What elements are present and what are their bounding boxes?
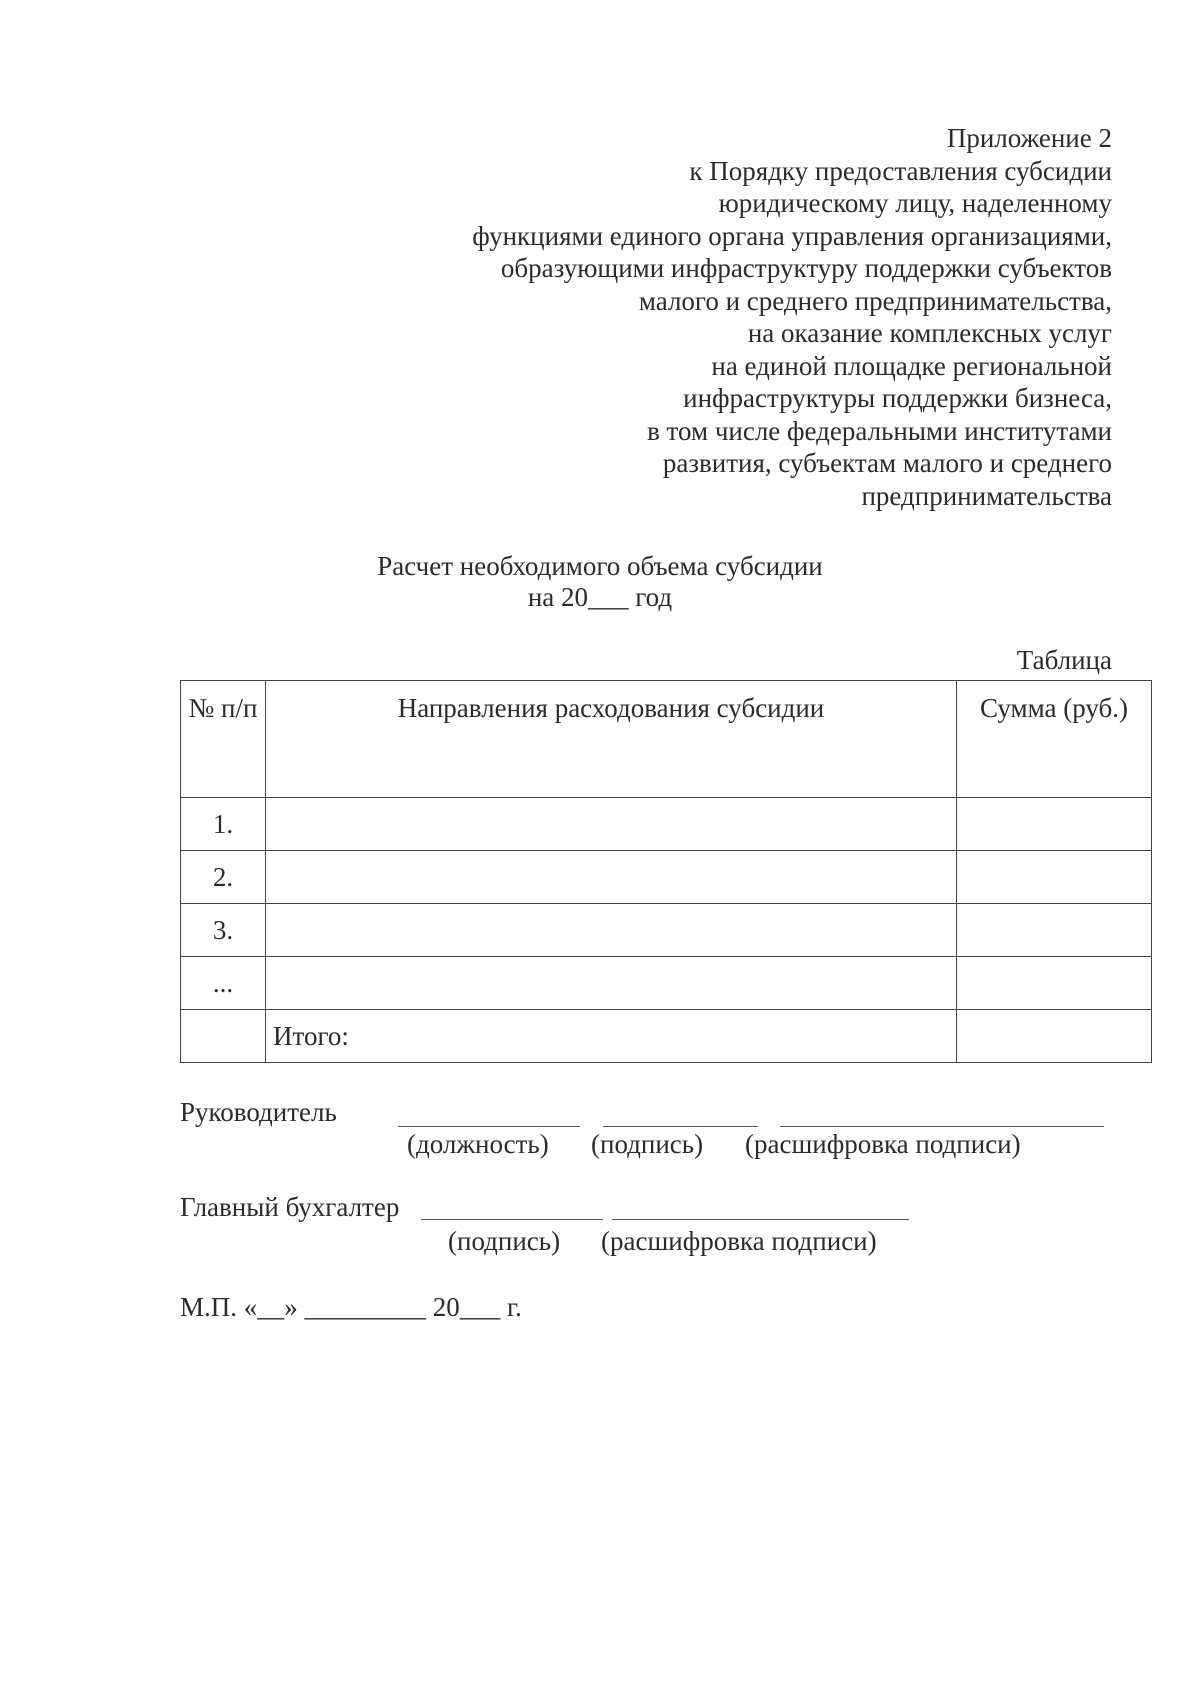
table-row bbox=[181, 904, 1152, 957]
director-position-line[interactable] bbox=[398, 1126, 580, 1127]
accountant-label: Главный бухгалтер bbox=[180, 1192, 400, 1222]
header-sum: Сумма (руб.) bbox=[957, 681, 1152, 798]
accountant-signature-line[interactable] bbox=[421, 1219, 603, 1220]
appendix-line: в том числе федеральными институтами bbox=[647, 415, 1112, 446]
header-number: № п/п bbox=[181, 681, 266, 798]
title-line-2: на 20___ год bbox=[527, 582, 673, 612]
row-direction-cell[interactable] bbox=[266, 904, 957, 957]
table-row bbox=[181, 957, 1152, 1010]
header-direction: Направления расходования субсидии bbox=[266, 681, 957, 798]
row-direction-cell[interactable] bbox=[266, 957, 957, 1010]
total-number-cell bbox=[181, 1010, 266, 1063]
row-sum-cell[interactable] bbox=[957, 798, 1152, 851]
table-header-row bbox=[181, 681, 1152, 798]
director-signature-line[interactable] bbox=[603, 1126, 758, 1127]
table-row bbox=[181, 798, 1152, 851]
appendix-line: к Порядку предоставления субсидии bbox=[689, 155, 1112, 186]
director-label: Руководитель bbox=[180, 1097, 337, 1127]
document-title bbox=[0, 551, 1200, 613]
accountant-name-caption: (расшифровка подписи) bbox=[601, 1226, 877, 1256]
row-sum-cell[interactable] bbox=[957, 957, 1152, 1010]
row-direction-cell[interactable] bbox=[266, 851, 957, 904]
appendix-line: на единой площадке региональной bbox=[711, 350, 1112, 381]
appendix-line: на оказание комплексных услуг bbox=[747, 318, 1112, 348]
appendix-line: инфраструктуры поддержки бизнеса, bbox=[683, 383, 1112, 413]
row-sum-cell[interactable] bbox=[957, 851, 1152, 904]
stamp-date-line: М.П. «__» _________ 20___ г. bbox=[180, 1292, 522, 1322]
appendix-line: юридическому лицу, наделенному bbox=[718, 188, 1112, 218]
row-direction-cell[interactable] bbox=[266, 798, 957, 851]
row-number: 3. bbox=[181, 904, 266, 957]
director-position-caption: (должность) bbox=[407, 1129, 549, 1159]
director-signature-caption: (подпись) bbox=[591, 1129, 704, 1159]
subsidy-calculation-table bbox=[180, 680, 1152, 1063]
row-number: ... bbox=[181, 957, 266, 1010]
row-sum-cell[interactable] bbox=[957, 904, 1152, 957]
appendix-header bbox=[412, 122, 1112, 512]
director-name-line[interactable] bbox=[780, 1126, 1104, 1127]
table-row bbox=[181, 851, 1152, 904]
row-number: 2. bbox=[181, 851, 266, 904]
title-line-1: Расчет необходимого объема субсидии bbox=[377, 551, 823, 581]
appendix-line: малого и среднего предпринимательства, bbox=[638, 285, 1112, 316]
director-name-caption: (расшифровка подписи) bbox=[745, 1129, 1021, 1159]
accountant-signature-caption: (подпись) bbox=[448, 1226, 561, 1256]
accountant-name-line[interactable] bbox=[612, 1219, 909, 1220]
total-sum-cell[interactable] bbox=[957, 1010, 1152, 1063]
appendix-line: предпринимательства bbox=[861, 480, 1112, 511]
appendix-line: функциями единого органа управления организациями, bbox=[472, 220, 1112, 251]
total-label: Итого: bbox=[266, 1010, 957, 1063]
appendix-line: Приложение 2 bbox=[946, 123, 1112, 153]
table-total-row bbox=[181, 1010, 1152, 1063]
appendix-line: образующими инфраструктуру поддержки субъектов bbox=[500, 253, 1112, 283]
appendix-line: развития, субъектам малого и среднего bbox=[662, 448, 1112, 478]
table-caption: Таблица bbox=[1016, 645, 1112, 675]
row-number: 1. bbox=[181, 798, 266, 851]
